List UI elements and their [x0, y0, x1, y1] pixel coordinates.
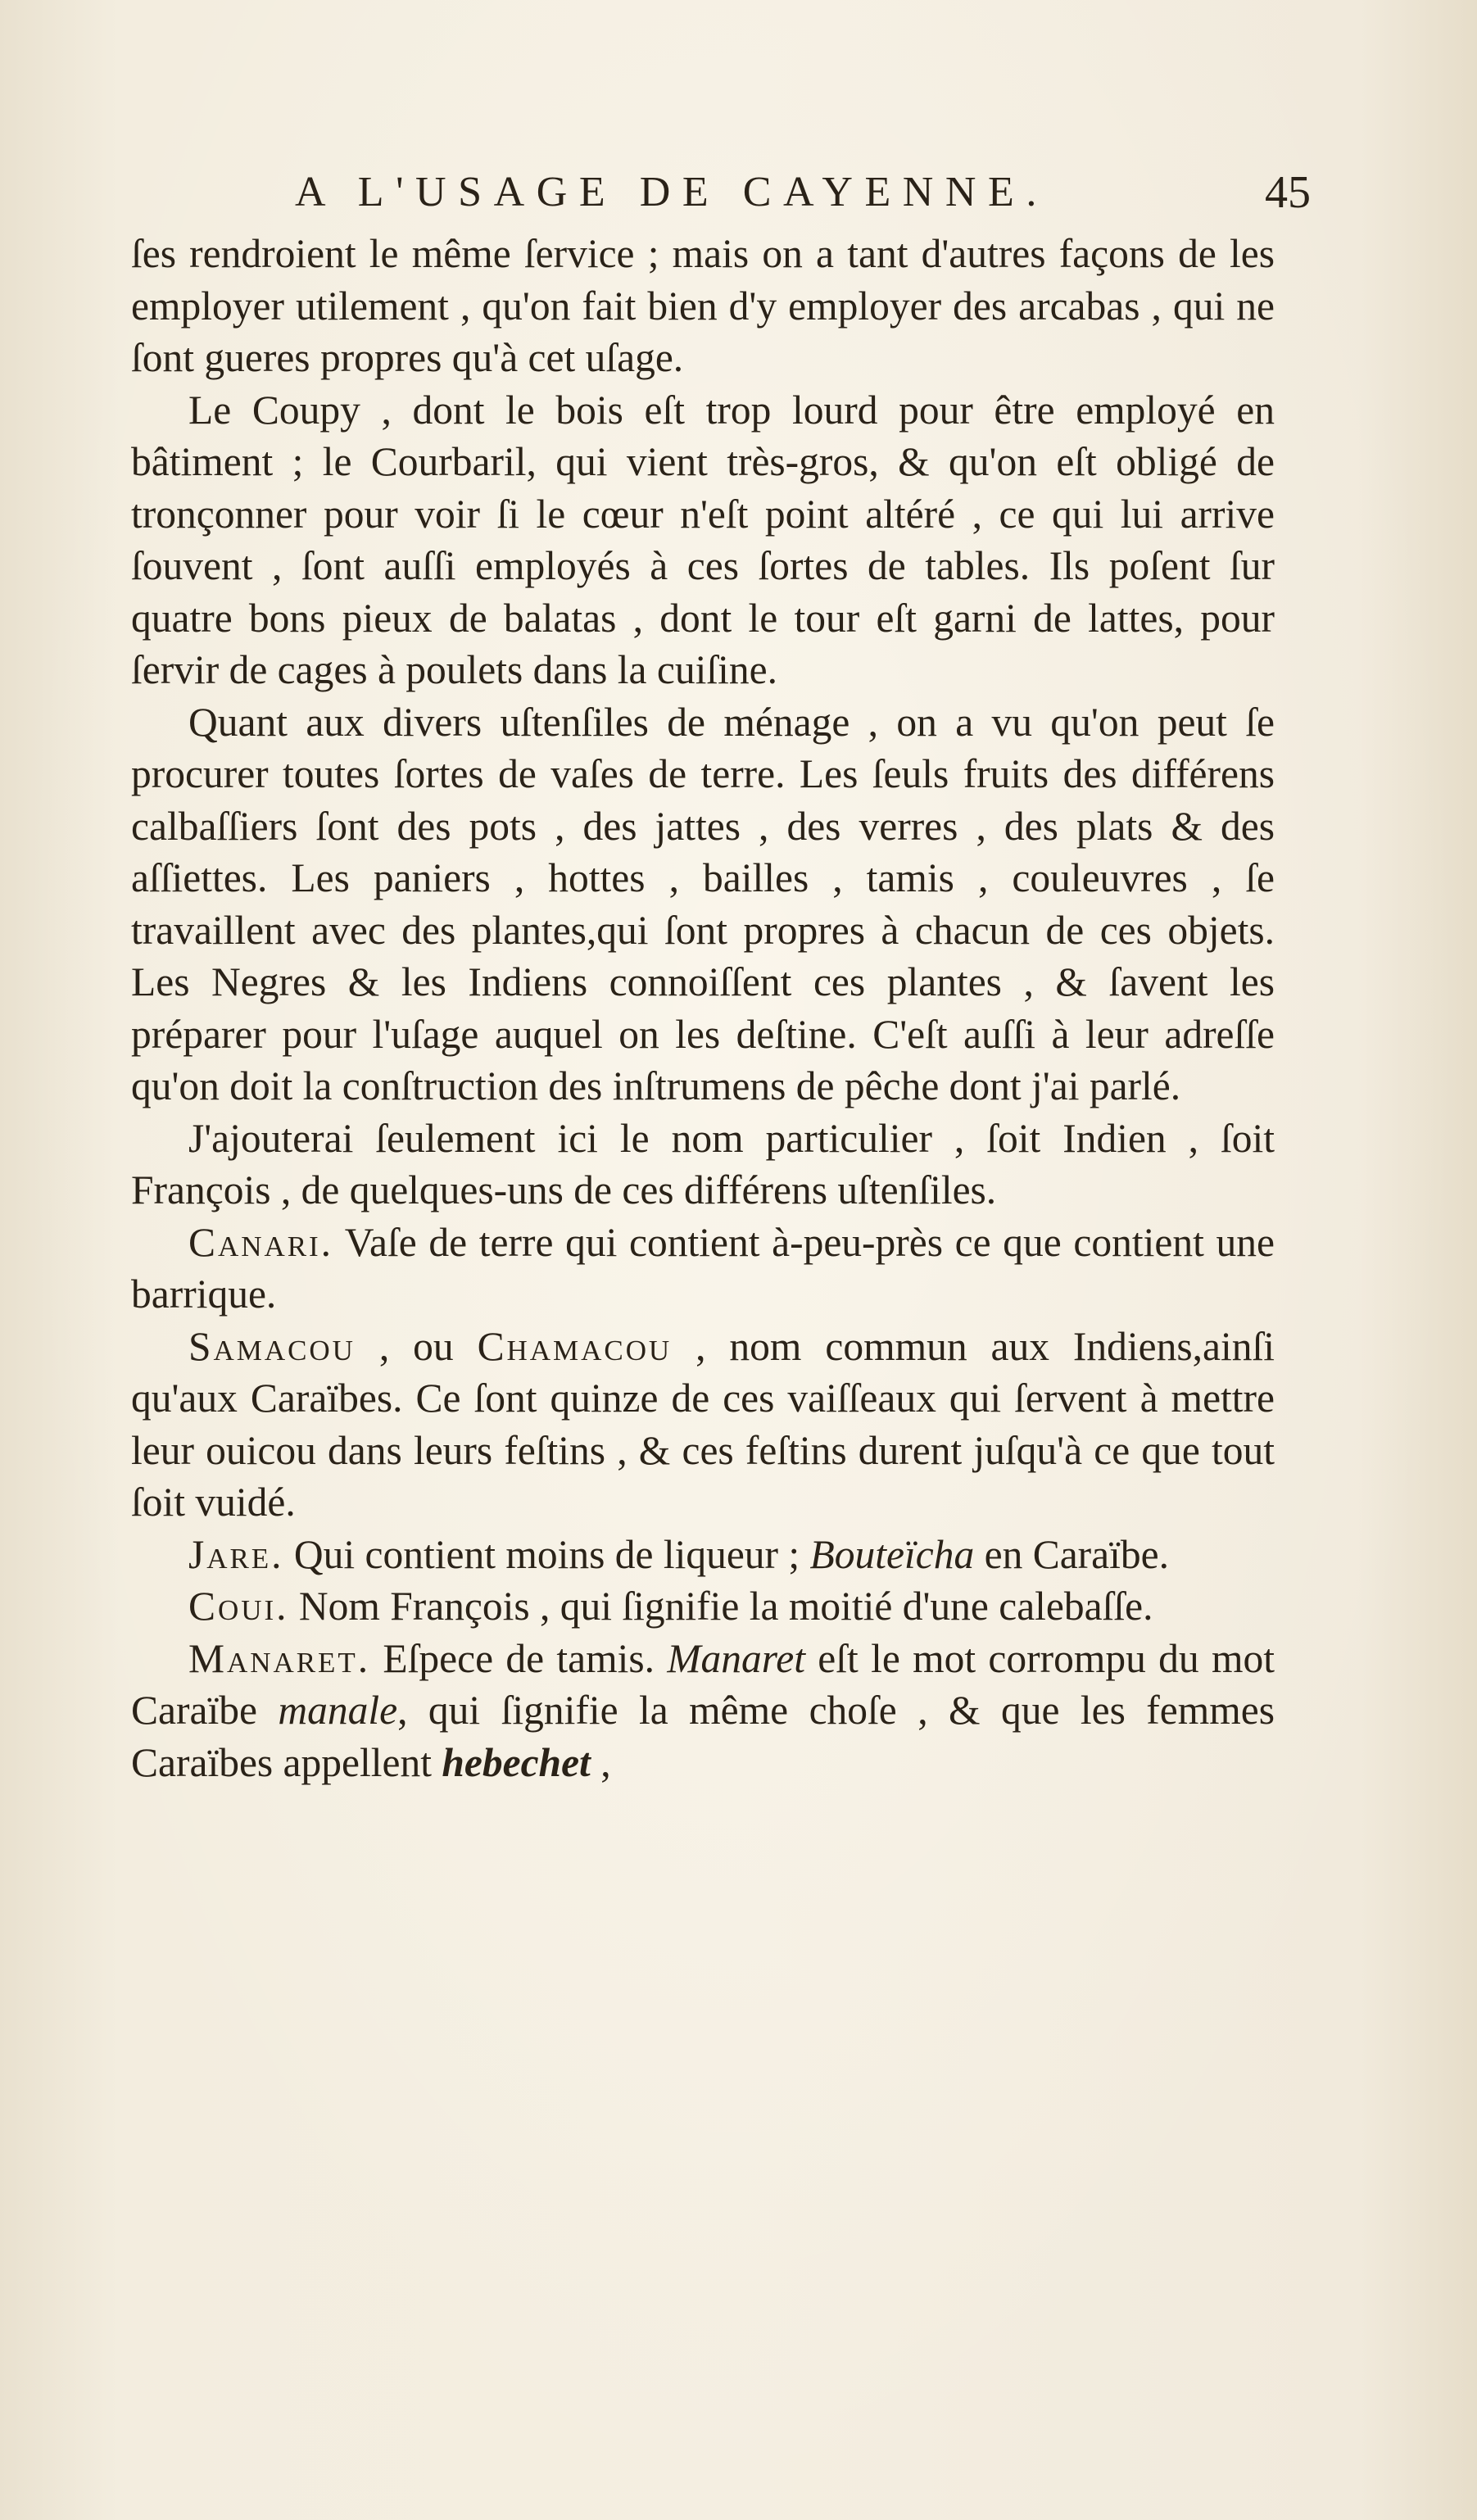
body-text — [131, 228, 1275, 1788]
caribbean-word: manale — [278, 1688, 398, 1733]
paragraph-text: ſes rendroient le même ſervice ; mais on a tant d'autres façons de les employer utilement , qu'on fait bien d'y employer des arcabas , qui ne ſont gueres propres qu'à cet uſage. — [131, 231, 1275, 380]
glossary-text: eſt le mot corrompu du mot Caraïbe — [131, 1635, 1275, 1733]
paragraph-text: Le Coupy , dont le bois eſt trop lourd pour être employé en bâtiment ; le Courbaril, qui vient très-gros, & qu'on eſt obligé de tronçonner pour voir ſi le cœur n'eſt point altéré , ce qui lui arrive ſouvent , ſont auſſi employés à ces ſortes de tables. Ils poſent ſur quatre bons pieux de balatas , dont le tour eſt garni de lattes, pour ſervir de cages à poulets dans la cuiſine. — [131, 387, 1275, 692]
glossary-entry — [131, 1529, 1275, 1581]
glossary-definition: , nom commun aux Indiens,ainſi qu'aux Caraïbes. Ce ſont quinze de ces vaiſſeaux qui ſervent à mettre leur ouicou dans leurs feſtins , & ces feſtins durent juſqu'à ce que tout ſoit vuidé. — [131, 1323, 1275, 1525]
glossary-definition: Eſpece de tamis. — [370, 1635, 668, 1681]
glossary-text: , — [590, 1739, 611, 1785]
glossary-entry — [131, 1580, 1275, 1633]
caribbean-word: Manaret — [667, 1635, 805, 1681]
paragraph — [131, 228, 1275, 384]
glossary-term: Manaret. — [188, 1635, 371, 1681]
glossary-term-alt: Chamacou — [477, 1323, 673, 1369]
glossary-term: Samacou — [188, 1323, 356, 1369]
glossary-definition: Vaſe de terre qui contient à-peu-près ce que contient une barrique. — [131, 1219, 1275, 1317]
running-head — [131, 156, 1311, 229]
glossary-entry — [131, 1321, 1275, 1529]
glossary-entry — [131, 1217, 1275, 1321]
paragraph — [131, 1113, 1275, 1217]
paragraph-text: Quant aux divers uſtenſiles de ménage , on a vu qu'on peut ſe procurer toutes ſortes de vaſes de terre. Les ſeuls fruits des différens calbaſſiers ſont des pots , des jattes , des verres , des plats & des aſſiettes. Les paniers , hottes , bailles , tamis , couleuvres , ſe travaillent avec des plantes,qui ſont propres à chacun de ces objets. Les Negres & les Indiens connoiſſent ces plantes , & ſavent les préparer pour l'uſage auquel on les deſtine. C'eſt auſſi à leur adreſſe qu'on doit la conſtruction des inſtrumens de pêche dont j'ai parlé. — [131, 699, 1275, 1108]
paragraph-text: J'ajouterai ſeulement ici le nom particulier , ſoit Indien , ſoit François , de quelques-uns de ces différens uſtenſiles. — [131, 1115, 1275, 1212]
glossary-term: Coui. — [188, 1584, 289, 1629]
glossary-entry — [131, 1633, 1275, 1789]
running-title: A L'USAGE DE CAYENNE. — [295, 169, 1049, 215]
glossary-text: , qui ſignifie la même choſe , & que les femmes Caraïbes appellent — [131, 1688, 1275, 1785]
paragraph — [131, 384, 1275, 696]
caribbean-word: hebechet — [442, 1739, 591, 1785]
glossary-text: , ou — [355, 1323, 478, 1369]
paragraph — [131, 696, 1275, 1113]
page-number: 45 — [1265, 167, 1311, 218]
glossary-definition: Nom François , qui ſignifie la moitié d'une calebaſſe. — [288, 1584, 1153, 1629]
glossary-term: Canari. — [188, 1219, 334, 1265]
glossary-term: Jare. — [188, 1531, 284, 1577]
caribbean-word: Bouteïcha — [809, 1531, 975, 1577]
glossary-text: en Caraïbe. — [974, 1531, 1169, 1577]
glossary-definition: Qui contient moins de liqueur ; — [283, 1531, 810, 1577]
